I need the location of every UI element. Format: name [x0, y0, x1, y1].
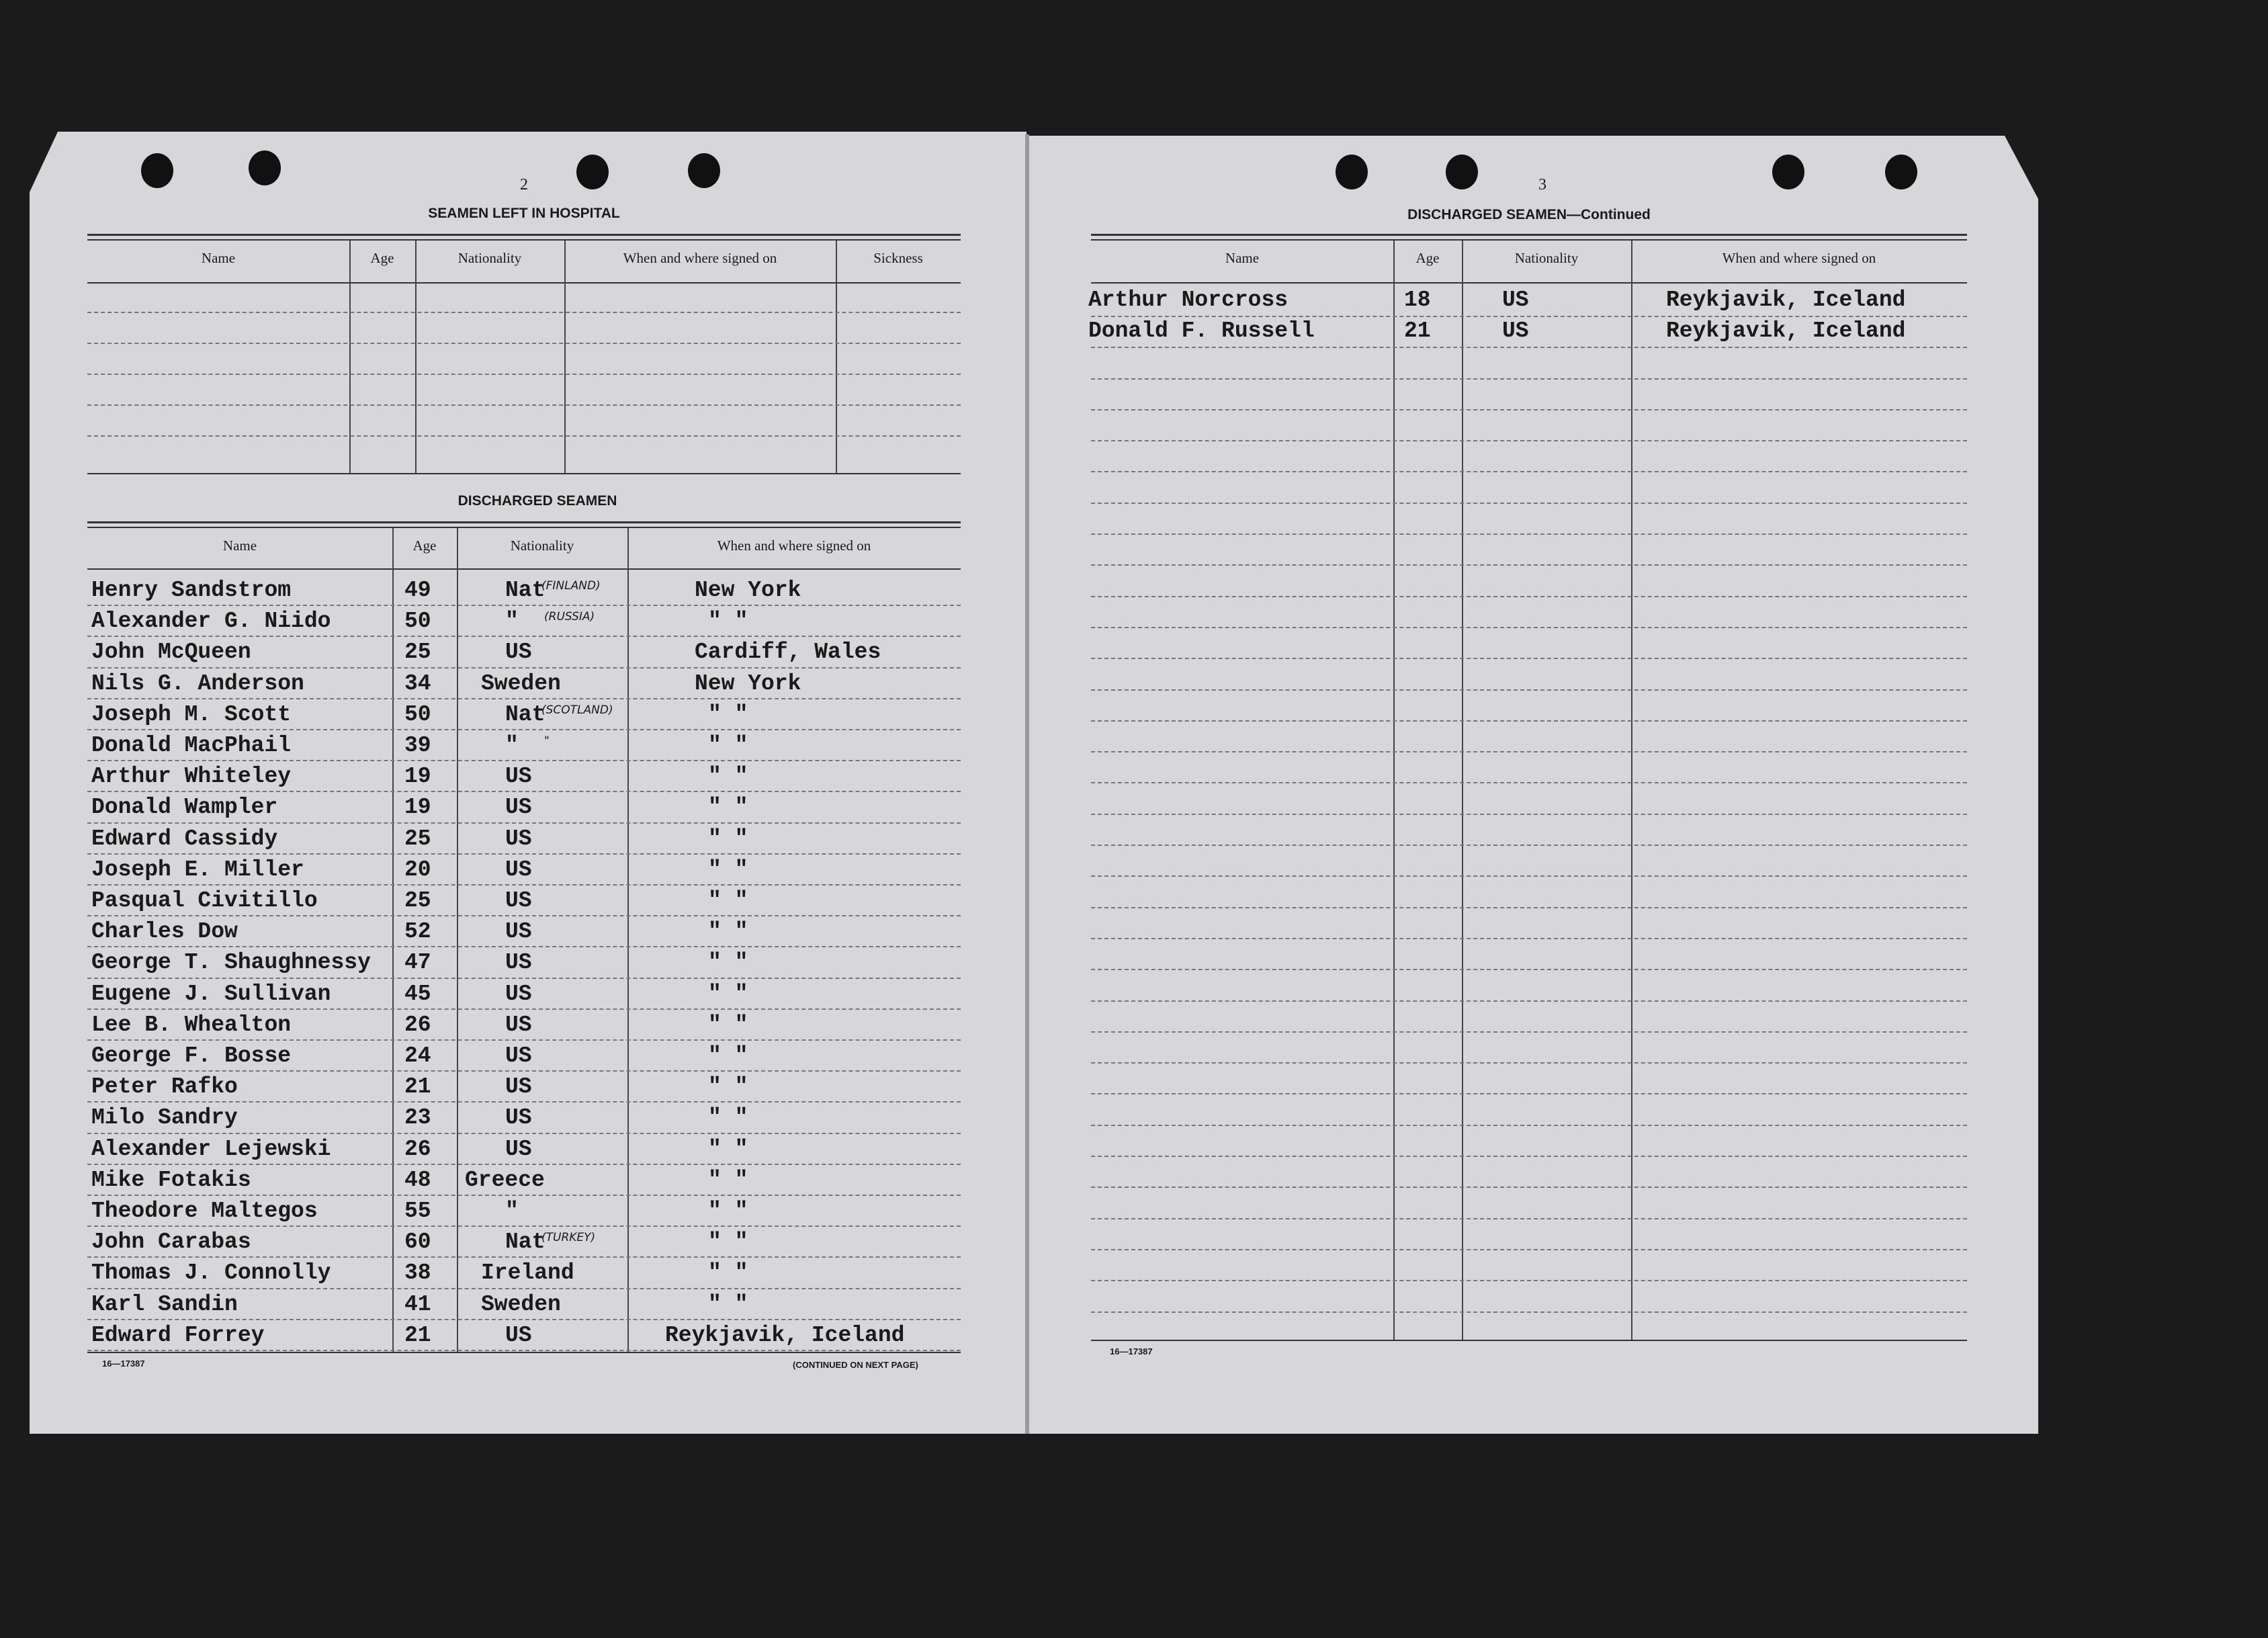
seaman-name: George F. Bosse — [91, 1043, 292, 1068]
seaman-name: Pasqual Civitillo — [91, 888, 318, 913]
seaman-age: 45 — [404, 981, 431, 1006]
seaman-signed-on: " " — [708, 609, 748, 634]
seaman-nationality: US — [505, 1322, 532, 1348]
continued-col-age: Age — [1415, 250, 1440, 266]
seaman-name: Milo Sandry — [91, 1105, 238, 1131]
seaman-nationality: US — [505, 1136, 532, 1162]
seaman-age: 38 — [404, 1260, 431, 1286]
discharged-col-age: Age — [412, 537, 437, 554]
seaman-signed-on: Cardiff, Wales — [695, 640, 881, 665]
seaman-age: 21 — [404, 1074, 431, 1100]
seaman-nationality: Greece — [465, 1167, 545, 1193]
seaman-signed-on: " " — [708, 701, 748, 727]
seaman-nationality: Nat — [505, 1230, 546, 1255]
seaman-name: Eugene J. Sullivan — [91, 981, 331, 1006]
seaman-name: Karl Sandin — [91, 1291, 238, 1317]
seaman-nationality: " — [505, 1199, 519, 1223]
continued-note: (CONTINUED ON NEXT PAGE) — [793, 1360, 918, 1370]
seaman-signed-on: " " — [708, 1167, 748, 1193]
seaman-name: Peter Rafko — [91, 1074, 238, 1100]
seaman-name: Thomas J. Connolly — [91, 1260, 331, 1286]
seaman-age: 41 — [404, 1291, 431, 1317]
seaman-name: Donald MacPhail — [91, 733, 292, 758]
seaman-nationality: " — [505, 733, 519, 758]
seaman-age: 20 — [404, 857, 431, 882]
seaman-signed-on: Reykjavik, Iceland — [665, 1322, 905, 1348]
punch-hole — [688, 153, 720, 188]
seaman-age: 19 — [404, 795, 431, 820]
seaman-name: George T. Shaughnessy — [91, 950, 371, 976]
seaman-age: 39 — [404, 733, 431, 758]
seaman-name: Theodore Maltegos — [91, 1199, 318, 1223]
hospital-col-age: Age — [370, 250, 394, 266]
seaman-age: 50 — [404, 609, 431, 634]
seaman-name: Arthur Whiteley — [91, 764, 292, 789]
seaman-nationality: US — [505, 1105, 532, 1131]
seaman-signed-on: " " — [708, 826, 748, 851]
punch-hole — [1772, 155, 1804, 189]
hospital-title: SEAMEN LEFT IN HOSPITAL — [428, 206, 620, 221]
seaman-signed-on: " " — [708, 1230, 748, 1255]
nationality-note: (FINLAND) — [541, 579, 601, 593]
seaman-age: 55 — [404, 1199, 431, 1223]
seaman-signed-on: " " — [708, 795, 748, 820]
discharged-col-signed: When and where signed on — [717, 537, 871, 554]
seaman-name: Edward Cassidy — [91, 826, 278, 851]
seaman-signed-on: " " — [708, 764, 748, 789]
seaman-name: Joseph M. Scott — [91, 701, 292, 727]
seaman-age: 19 — [404, 764, 431, 789]
seaman-name: Henry Sandstrom — [91, 578, 292, 603]
discharged-col-name: Name — [222, 537, 257, 554]
seaman-signed-on: " " — [708, 857, 748, 882]
seaman-nationality: US — [1502, 288, 1529, 312]
seaman-nationality: US — [505, 764, 532, 789]
seaman-nationality: Nat — [505, 578, 546, 603]
seaman-age: 21 — [404, 1322, 431, 1348]
seaman-nationality: Sweden — [481, 1291, 561, 1317]
nationality-note: (SCOTLAND) — [541, 703, 613, 717]
seaman-nationality: US — [505, 795, 532, 820]
punch-hole — [1446, 155, 1478, 189]
seaman-nationality: US — [505, 1043, 532, 1068]
seaman-age: 48 — [404, 1167, 431, 1193]
seaman-name: John Carabas — [91, 1230, 251, 1255]
seaman-nationality: Sweden — [481, 671, 561, 696]
page-number: 3 — [1538, 176, 1546, 193]
continued-col-signed: When and where signed on — [1722, 250, 1876, 266]
seaman-signed-on: " " — [708, 733, 748, 758]
seaman-age: 23 — [404, 1105, 431, 1131]
seaman-signed-on: " " — [708, 888, 748, 913]
seaman-signed-on: " " — [708, 919, 748, 945]
seaman-nationality: US — [505, 1012, 532, 1037]
seaman-signed-on: Reykjavik, Iceland — [1666, 318, 1906, 343]
seaman-nationality: US — [505, 857, 532, 882]
seaman-signed-on: New York — [695, 578, 801, 603]
seaman-name: John McQueen — [91, 640, 251, 665]
seaman-name: Donald F. Russell — [1088, 318, 1315, 343]
seaman-name: Joseph E. Miller — [91, 857, 304, 882]
seaman-age: 50 — [404, 701, 431, 727]
seaman-age: 60 — [404, 1230, 431, 1255]
seaman-signed-on: " " — [708, 1012, 748, 1037]
seaman-age: 18 — [1404, 288, 1431, 312]
seaman-nationality: Ireland — [481, 1260, 574, 1286]
seaman-signed-on: Reykjavik, Iceland — [1666, 288, 1906, 312]
seaman-nationality: US — [1502, 318, 1529, 343]
seaman-name: Alexander Lejewski — [91, 1136, 331, 1162]
punch-hole — [249, 150, 281, 185]
seaman-name: Donald Wampler — [91, 795, 278, 820]
seaman-name: Arthur Norcross — [1088, 288, 1289, 312]
seaman-age: 24 — [404, 1043, 431, 1068]
seaman-nationality: " — [505, 609, 519, 634]
punch-hole — [1336, 155, 1368, 189]
seaman-name: Nils G. Anderson — [91, 671, 304, 696]
continued-col-name: Name — [1225, 250, 1260, 266]
seaman-age: 26 — [404, 1136, 431, 1162]
seaman-signed-on: " " — [708, 1074, 748, 1100]
seaman-name: Charles Dow — [91, 919, 238, 945]
punch-hole — [1885, 155, 1917, 189]
seaman-nationality: US — [505, 826, 532, 851]
nationality-note: " — [544, 734, 550, 748]
form-number: 16—17387 — [1110, 1346, 1153, 1356]
seaman-signed-on: " " — [708, 1260, 748, 1286]
seaman-nationality: US — [505, 950, 532, 976]
seaman-nationality: US — [505, 919, 532, 945]
seaman-signed-on: " " — [708, 981, 748, 1006]
form-number: 16—17387 — [102, 1359, 145, 1369]
seaman-age: 34 — [404, 671, 431, 696]
page-number: 2 — [520, 176, 528, 193]
seaman-age: 25 — [404, 640, 431, 665]
seaman-signed-on: " " — [708, 1136, 748, 1162]
seaman-age: 52 — [404, 919, 431, 945]
hospital-col-nationality: Nationality — [457, 250, 522, 266]
discharged-title: DISCHARGED SEAMEN — [457, 493, 617, 509]
seaman-age: 25 — [404, 888, 431, 913]
seaman-age: 47 — [404, 950, 431, 976]
seaman-nationality: US — [505, 981, 532, 1006]
page-seam — [1025, 134, 1029, 1434]
seaman-signed-on: " " — [708, 1199, 748, 1223]
discharged-col-nationality: Nationality — [510, 537, 574, 554]
hospital-col-name: Name — [201, 250, 236, 266]
continued-col-nationality: Nationality — [1514, 250, 1579, 266]
seaman-age: 21 — [1404, 318, 1431, 343]
seaman-name: Lee B. Whealton — [91, 1012, 292, 1037]
seaman-age: 49 — [404, 578, 431, 603]
seaman-age: 26 — [404, 1012, 431, 1037]
seaman-nationality: Nat — [505, 701, 546, 727]
seaman-signed-on: New York — [695, 671, 801, 696]
seaman-name: Alexander G. Niido — [91, 609, 331, 634]
seaman-signed-on: " " — [708, 950, 748, 976]
seaman-nationality: US — [505, 888, 532, 913]
nationality-note: (RUSSIA) — [544, 610, 595, 624]
hospital-col-signed: When and where signed on — [623, 250, 777, 266]
punch-hole — [141, 153, 173, 188]
seaman-signed-on: " " — [708, 1105, 748, 1131]
seaman-name: Mike Fotakis — [91, 1167, 251, 1193]
seaman-signed-on: " " — [708, 1043, 748, 1068]
hospital-col-sickness: Sickness — [873, 250, 923, 266]
seaman-name: Edward Forrey — [91, 1322, 265, 1348]
nationality-note: (TURKEY) — [541, 1231, 596, 1245]
punch-hole — [576, 155, 609, 189]
discharged-continued-title: DISCHARGED SEAMEN—Continued — [1407, 207, 1651, 222]
seaman-nationality: US — [505, 640, 532, 665]
seaman-age: 25 — [404, 826, 431, 851]
seaman-signed-on: " " — [708, 1291, 748, 1317]
seaman-nationality: US — [505, 1074, 532, 1100]
